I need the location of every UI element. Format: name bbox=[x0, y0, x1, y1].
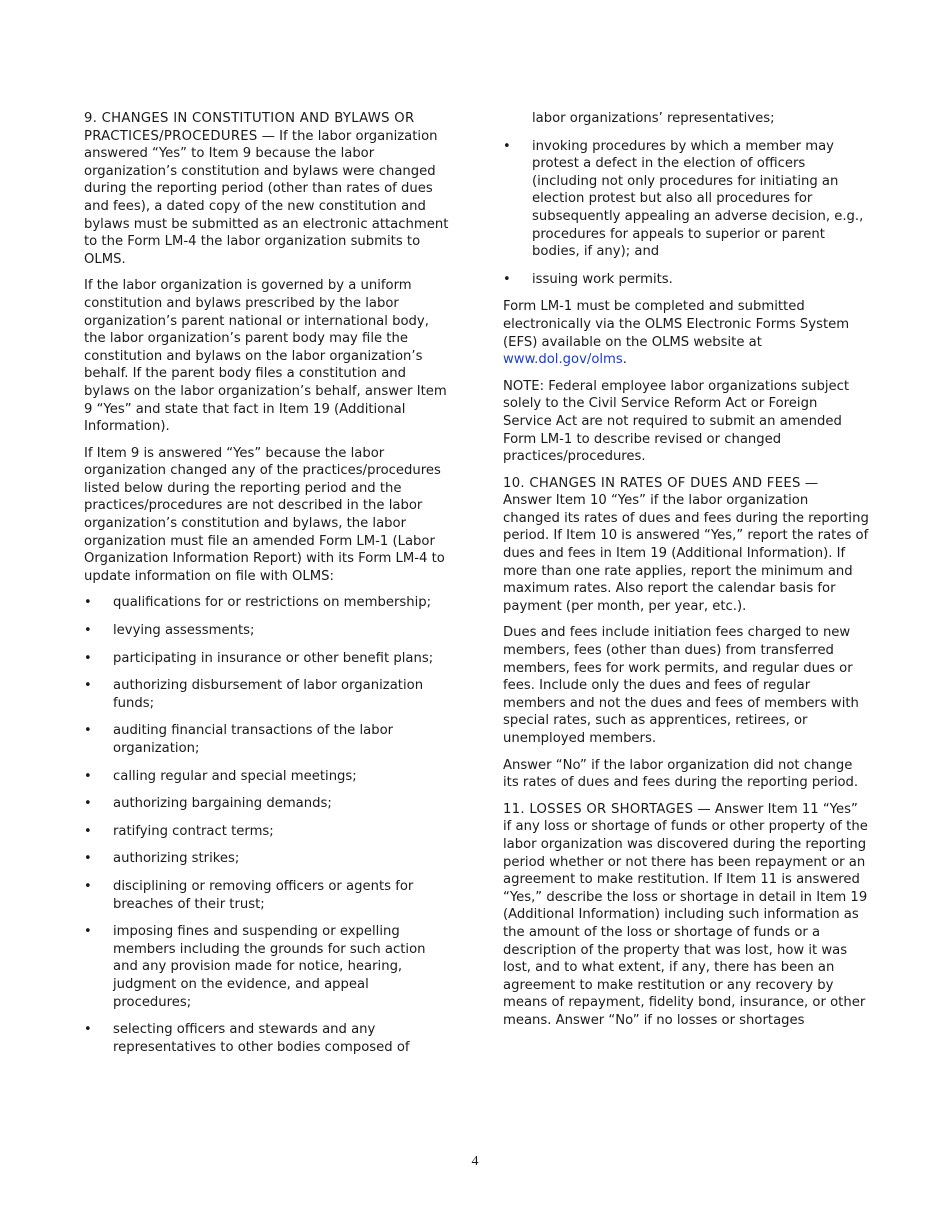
list-item: • calling regular and special meetings; bbox=[84, 768, 450, 786]
list-item: • imposing fines and suspending or expelling members including the grounds for such action and any provision made for notice, hearing, judgment on the evidence, and appeal procedures; bbox=[84, 923, 450, 1011]
list-item: • issuing work permits. bbox=[503, 271, 869, 289]
item9-paragraph-1-text: If the labor organization answered “Yes” to Item 9 because the labor organization’s constitution and bylaws were changed during the reporting period (other than rates of dues and fees), a dated copy of the new constitution and bylaws must be submitted as an electronic attachment to the Form LM-4 the labor organization submits to OLMS. bbox=[84, 128, 449, 267]
item9-heading: 9. CHANGES IN CONSTITUTION AND BYLAWS OR PRACTICES/PROCEDURES bbox=[84, 111, 415, 144]
right-column bbox=[503, 110, 869, 1039]
list-item: • selecting officers and stewards and any representatives to other bodies composed of bbox=[84, 1021, 450, 1056]
item10-paragraph-3: Answer “No” if the labor organization did not change its rates of dues and fees during the reporting period. bbox=[503, 757, 859, 791]
item11-heading-dash: — bbox=[693, 801, 715, 817]
list-item: • invoking procedures by which a member may protest a defect in the election of officers (including not only procedures for initiating an election protest but also all procedures for subsequently appealing an adverse decision, e.g., procedures for appeals to superior or parent bodies, if any); and bbox=[503, 138, 869, 261]
item11-paragraph-1 bbox=[503, 801, 869, 1030]
practices-bullet-list bbox=[84, 594, 450, 1056]
list-item: • ratifying contract terms; bbox=[84, 823, 450, 841]
item10-paragraph-2: Dues and fees include initiation fees charged to new members, fees (other than dues) from transferred members, fees for work permits, and regular dues or fees. Include only the dues and fees of regular members and not the dues and fees of members with special rates, such as apprentices, retirees, or unemployed members. bbox=[503, 625, 859, 746]
practices-bullet-list-continued bbox=[503, 138, 869, 289]
item9-paragraph-1 bbox=[84, 110, 450, 268]
list-item: • authorizing disbursement of labor organization funds; bbox=[84, 677, 450, 712]
item9-paragraph-2: If the labor organization is governed by a uniform constitution and bylaws prescribed by the labor organization’s parent national or international body, the labor organization’s parent body may file the constitution and bylaws on the labor organization’s behalf. If the parent body files a constitution and bylaws on the labor organization’s behalf, answer Item 9 “Yes” and state that fact in Item 19 (Additional Information). bbox=[84, 278, 447, 435]
list-item: • authorizing strikes; bbox=[84, 850, 450, 868]
olms-website-link[interactable]: www.dol.gov/olms bbox=[503, 352, 623, 368]
note-paragraph: NOTE: Federal employee labor organizations subject solely to the Civil Service Reform Act or Foreign Service Act are not required to submit an amended Form LM-1 to describe revised or changed practices/procedures. bbox=[503, 378, 850, 465]
left-column bbox=[84, 110, 450, 1066]
item9-paragraph-3: If Item 9 is answered “Yes” because the labor organization changed any of the practices/procedures listed below during the reporting period and the practices/procedures are not described in the labor organization’s constitution and bylaws, the labor organization must file an amended Form LM-1 (Labor Organization Information Report) with its Form LM-4 to update information on file with OLMS: bbox=[84, 445, 445, 584]
bullet-continuation: labor organizations’ representatives; bbox=[532, 111, 775, 126]
lm1-paragraph bbox=[503, 298, 869, 368]
list-item: • authorizing bargaining demands; bbox=[84, 795, 450, 813]
item10-paragraph-1-text: Answer Item 10 “Yes” if the labor organization changed its rates of dues and fees during the reporting period. If Item 10 is answered “Yes,” report the rates of dues and fees in Item 19 (Additional Information). If more than one rate applies, report the minimum and maximum rates. Also report the calendar basis for payment (per month, per year, etc.). bbox=[503, 493, 869, 614]
lm1-text: Form LM-1 must be completed and submitted electronically via the OLMS Electronic Forms System (EFS) available on the OLMS website at bbox=[503, 299, 850, 350]
lm1-end: . bbox=[622, 352, 627, 368]
item11-heading: 11. LOSSES OR SHORTAGES bbox=[503, 801, 694, 817]
list-item: • levying assessments; bbox=[84, 622, 450, 640]
list-item: • qualifications for or restrictions on membership; bbox=[84, 594, 450, 612]
item10-paragraph-1 bbox=[503, 475, 869, 616]
item10-heading: 10. CHANGES IN RATES OF DUES AND FEES bbox=[503, 475, 801, 491]
list-item: • auditing financial transactions of the labor organization; bbox=[84, 722, 450, 757]
item9-heading-dash: — bbox=[257, 128, 280, 144]
page-number: 4 bbox=[471, 1154, 479, 1169]
list-item: • participating in insurance or other benefit plans; bbox=[84, 650, 450, 668]
list-item: • disciplining or removing officers or agents for breaches of their trust; bbox=[84, 878, 450, 913]
item11-paragraph-1-text: Answer Item 11 “Yes” if any loss or shortage of funds or other property of the labor organization was discovered during the reporting period whether or not there has been repayment or an agreement to make restitution. If Item 11 is answered “Yes,” describe the loss or shortage in detail in Item 19 (Additional Information) including such information as the amount of the loss or shortage of funds or a description of the property that was lost, how it was lost, and to what extent, if any, there has been an agreement to make restitution or any recovery by means of repayment, fidelity bond, insurance, or other means. Answer “No” if no losses or shortages bbox=[503, 801, 868, 1028]
item10-heading-dash: — bbox=[800, 475, 819, 491]
